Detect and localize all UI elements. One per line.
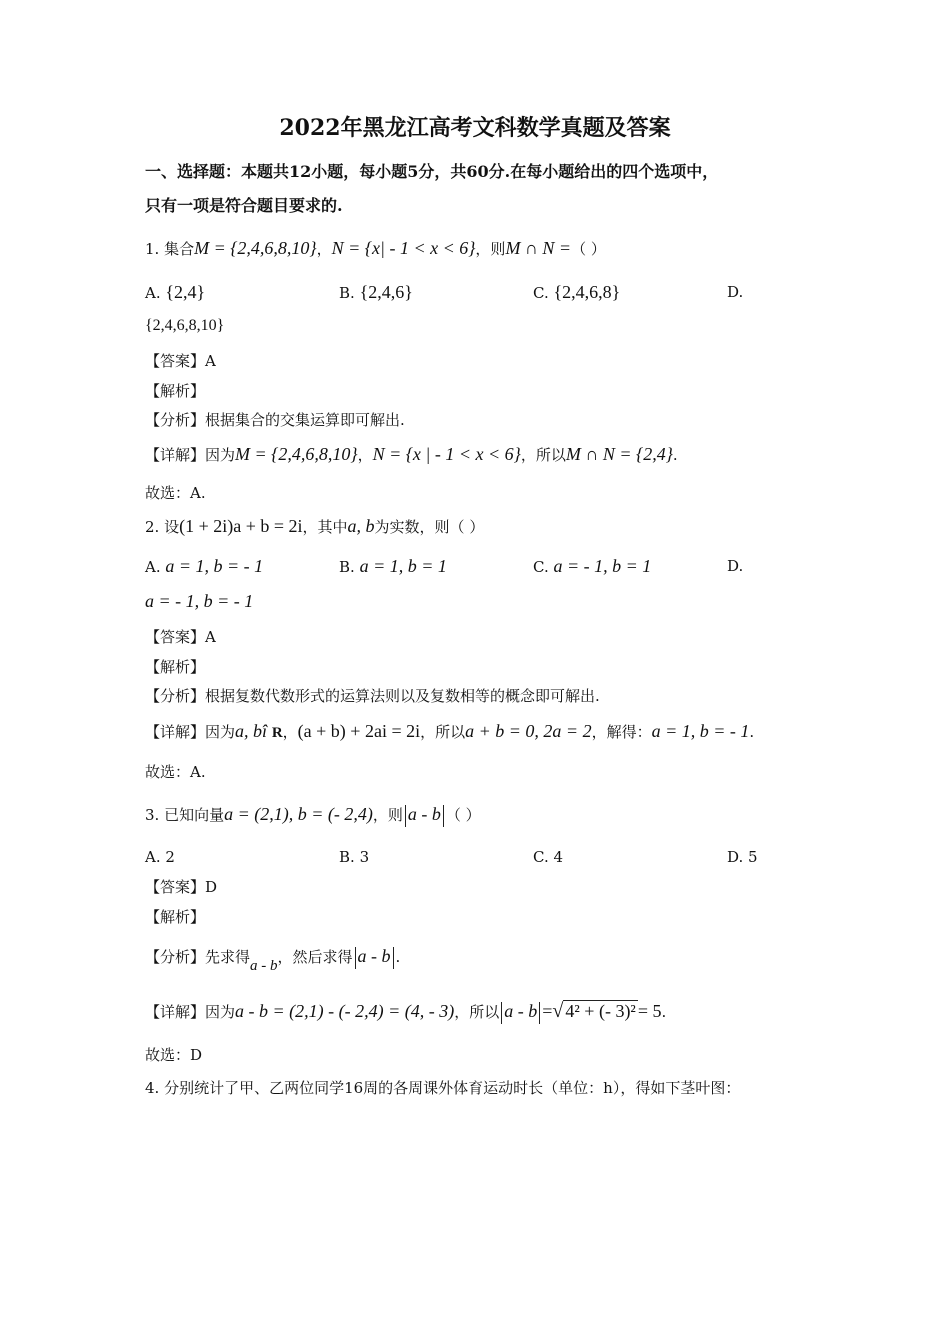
section-heading-line1: 一、选择题：本题共12小题，每小题5分，共60分.在每小题给出的四个选项中，	[145, 162, 719, 181]
q3-jiexi: 【解析】	[145, 908, 206, 926]
q2-stem: 2. 设(1 + 2i)a + b = 2i，其中a, b为实数，则（ ）	[145, 516, 485, 536]
q3-answer: 【答案】D	[145, 878, 218, 896]
section-heading-line2: 只有一项是符合题目要求的.	[145, 196, 343, 215]
q1-prefix: 1. 集合	[145, 240, 195, 258]
q2-option-a: A. a = 1, b = - 1	[145, 556, 264, 576]
q1-set-m: M = {2,4,6,8,10}	[194, 238, 317, 258]
q2-option-d-value: a = - 1, b = - 1	[145, 591, 254, 611]
q1-option-d-label: D.	[727, 283, 744, 301]
q3-option-c: C. 4	[533, 848, 564, 866]
q2-jiexi: 【解析】	[145, 658, 206, 676]
q2-option-b: B. a = 1, b = 1	[339, 556, 447, 576]
q3-stem: 3. 已知向量a = (2,1), b = (- 2,4)，则 a - b （ ）	[145, 804, 481, 827]
q1-choose: 故选：A.	[145, 484, 206, 502]
q3-option-a: A. 2	[145, 848, 175, 866]
q3-option-b: B. 3	[339, 848, 370, 866]
q1-option-c: C. {2,4,6,8}	[533, 282, 621, 302]
q2-option-c: C. a = - 1, b = 1	[533, 556, 652, 576]
q1-expr: M ∩ N =	[505, 238, 572, 258]
q2-answer: 【答案】A	[145, 628, 216, 646]
q1-option-b: B. {2,4,6}	[339, 282, 413, 302]
q1-then: ，则	[475, 240, 506, 258]
q1-paren: （ ）	[571, 240, 606, 258]
q1-detail: 【详解】因为M = {2,4,6,8,10}，N = {x | - 1 < x < 6}，所以M ∩ N = {2,4}.	[145, 444, 678, 464]
q2-choose: 故选：A.	[145, 763, 206, 781]
q3-option-d: D. 5	[727, 848, 758, 866]
q2-option-d-label: D.	[727, 557, 744, 575]
q1-option-d-value: {2,4,6,8,10}	[145, 317, 225, 334]
q1-analysis: 【分析】根据集合的交集运算即可解出.	[145, 411, 405, 429]
q2-analysis: 【分析】根据复数代数形式的运算法则以及复数相等的概念即可解出.	[145, 687, 600, 705]
q1-answer: 【答案】A	[145, 352, 216, 370]
q1-option-a: A. {2,4}	[145, 282, 206, 302]
q3-choose: 故选：D	[145, 1046, 203, 1064]
page-title: 2022年黑龙江高考文科数学真题及答案	[279, 115, 671, 141]
q1-jiexi: 【解析】	[145, 382, 206, 400]
q2-detail: 【详解】因为a, bî R，(a + b) + 2ai = 2i，所以a + b = 0, 2a = 2，解得：a = 1, b = - 1.	[145, 721, 755, 741]
q1-comma: ，	[316, 240, 332, 258]
q3-analysis: 【分析】先求得a - b，然后求得 a - b .	[145, 946, 401, 974]
q3-detail: 【详解】因为a - b = (2,1) - (- 2,4) = (4, - 3)，所以 a - b =√ 4² + (- 3)² = 5.	[145, 1000, 667, 1022]
q4-stem: 4. 分别统计了甲、乙两位同学16周的各周课外体育运动时长（单位：h），得如下茎叶图：	[145, 1079, 741, 1097]
q1-stem	[145, 238, 606, 259]
q1-set-n: N = {x| - 1 < x < 6}	[331, 238, 476, 258]
